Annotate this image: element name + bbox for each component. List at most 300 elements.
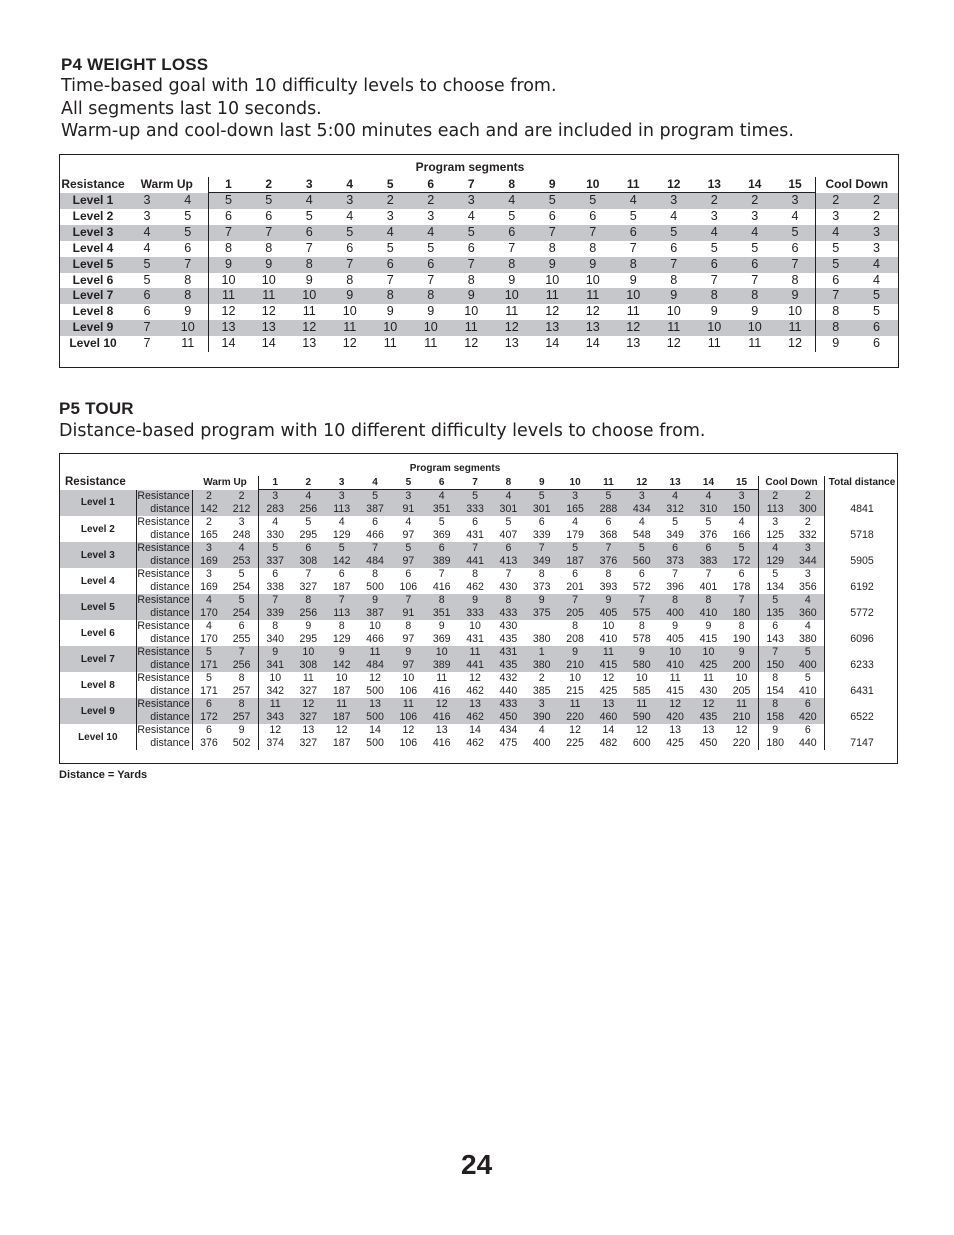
p5-cell: 190	[725, 633, 758, 646]
p5-cell: 12	[292, 698, 325, 711]
p5-segment-header: 14	[692, 476, 725, 490]
p5-cell: 433	[492, 698, 525, 711]
p5-cell: 4	[206, 620, 212, 632]
p5-resistance-row	[60, 594, 899, 607]
p5-cell: 387	[358, 607, 391, 620]
p5-cell: 327	[299, 737, 318, 749]
p4-cell: 4	[775, 209, 816, 225]
p5-cell: 10	[369, 620, 381, 632]
p5-cell: 11	[702, 672, 714, 684]
p5-cell: 340	[266, 633, 285, 645]
p5-cell: 572	[632, 581, 651, 593]
p5-cell: 410	[798, 685, 817, 697]
p5-cell: 3	[772, 516, 779, 528]
p4-segment-header: 1	[208, 177, 249, 193]
p4-cell: 5	[654, 225, 695, 241]
p4-cell: 3	[873, 240, 881, 255]
p5-cell: 254	[225, 581, 258, 594]
p5-total-distance: 6431	[825, 685, 899, 698]
p5-cell: 548	[632, 529, 651, 541]
p5-segment-header: 12	[625, 476, 658, 490]
p4-cell: 9	[249, 257, 290, 273]
p5-header-row	[60, 476, 899, 490]
p5-cell: 6	[225, 620, 258, 633]
p4-cell: 10	[261, 272, 276, 287]
p5-cell: 430	[699, 685, 718, 697]
p5-distance-row	[60, 503, 899, 516]
p4-cell: 7	[775, 257, 816, 273]
p4-cell: 4	[411, 225, 452, 241]
p4-cell: 8	[832, 304, 840, 319]
p5-cell: 11	[258, 698, 291, 711]
p4-cell: 13	[249, 320, 290, 336]
p4-cell: 9	[654, 288, 695, 304]
p5-cell: 8	[292, 594, 325, 607]
p5-cell: 420	[792, 711, 825, 724]
p5-cell: 11	[436, 672, 448, 684]
p4-cell: 6	[589, 208, 597, 223]
p5-cell: 253	[225, 555, 258, 568]
p5-cell: 254	[225, 607, 258, 620]
p5-total-blank	[825, 698, 899, 711]
p5-cell: 450	[699, 737, 718, 749]
p5-cell: 5	[758, 594, 791, 607]
p4-segment-header: 10	[573, 177, 614, 193]
p5-cell: 7	[672, 568, 679, 580]
p4-spacer	[898, 241, 914, 257]
p4-cell: 10	[289, 288, 330, 304]
p5-cell: 8	[425, 594, 458, 607]
p5-cell: 578	[632, 633, 651, 645]
p5-cell: 360	[792, 607, 825, 620]
p5-cell: 8	[405, 620, 412, 632]
p5-distance-row	[60, 633, 899, 646]
p5-total-distance: 6192	[825, 581, 899, 594]
p5-cell: 201	[566, 581, 584, 593]
p4-cell: 11	[383, 336, 397, 351]
p4-cell: 7	[710, 272, 718, 287]
p5-cell: 300	[792, 503, 825, 516]
p5-cell: 4	[272, 516, 279, 528]
p4-cell: 12	[775, 336, 816, 352]
p5-cell: 9	[672, 620, 679, 632]
p5-cell: 5	[792, 646, 825, 659]
p5-cell: 225	[566, 737, 584, 749]
p5-cell: 383	[692, 555, 725, 568]
p5-cell: 9	[525, 594, 558, 607]
p5-cell: 13	[435, 724, 448, 736]
p5-row-type-label: Resistance	[136, 646, 192, 659]
p4-cell: 11	[775, 320, 816, 336]
p5-cell: 466	[366, 633, 384, 645]
p5-cell: 430	[499, 581, 518, 593]
p5-cell: 4	[804, 620, 811, 632]
p5-cell: 401	[699, 581, 718, 593]
p5-table-frame	[59, 453, 898, 764]
p4-cell: 5	[816, 257, 856, 273]
p5-cell: 12	[692, 698, 725, 711]
p4-level-row	[60, 193, 914, 209]
p4-spacer	[898, 209, 914, 225]
p5-cell: 7	[725, 594, 758, 607]
p4-cell: 11	[573, 288, 614, 304]
p5-distance-row	[60, 659, 899, 672]
p4-cell: 7	[126, 320, 168, 336]
p5-cell: 7	[705, 568, 712, 580]
p5-distance-row	[60, 737, 899, 750]
p5-cell: 12	[425, 698, 458, 711]
p5-cell: 257	[225, 685, 258, 698]
p5-cell: 11	[302, 672, 314, 684]
p5-row-type-label: Resistance	[136, 516, 192, 529]
p5-cell: 441	[458, 659, 491, 672]
p5-cell: 283	[258, 503, 291, 516]
p5-cell: 5	[705, 516, 712, 528]
p5-total-distance: 6522	[825, 711, 899, 724]
p5-cell: 2	[206, 516, 212, 528]
p5-segment-header: 15	[725, 476, 758, 490]
p5-cell: 215	[566, 685, 584, 697]
p4-cell: 7	[654, 257, 695, 273]
p5-cell: 600	[632, 737, 651, 749]
p5-cell: 415	[699, 633, 718, 645]
p5-cell: 169	[200, 581, 218, 593]
p5-cell: 410	[658, 659, 691, 672]
p5-cell: 450	[492, 711, 525, 724]
p4-level-label: Level 8	[72, 304, 114, 319]
p5-cell: 97	[392, 659, 425, 672]
p5-level-label: Level 8	[80, 679, 115, 691]
p5-segment-header: 1	[258, 476, 291, 490]
p4-level-row	[60, 304, 914, 320]
p5-cell: 171	[200, 685, 218, 697]
p4-cell: 10	[666, 304, 681, 319]
p4-table-frame	[59, 154, 899, 368]
p4-cell: 9	[305, 272, 313, 287]
p5-cell: 187	[332, 737, 351, 749]
p4-cell: 7	[816, 288, 856, 304]
p5-cell: 113	[758, 503, 791, 516]
p5-cell: 3	[392, 490, 425, 504]
p5-cell: 8	[658, 594, 691, 607]
p5-cell: 9	[392, 646, 425, 659]
p5-cell: 4	[225, 542, 258, 555]
p4-cell: 4	[370, 225, 411, 241]
p5-cell: 416	[432, 737, 451, 749]
p5-cell: 431	[466, 529, 484, 541]
p4-cell: 5	[126, 257, 168, 273]
p5-cell: 327	[299, 685, 318, 697]
p5-cell: 410	[692, 607, 725, 620]
p5-cell: 389	[425, 555, 458, 568]
p5-cell: 9	[592, 594, 625, 607]
p4-spacer	[898, 257, 914, 273]
p5-cell: 9	[725, 646, 758, 659]
p5-cell: 178	[725, 581, 758, 594]
p5-cell: 5	[592, 490, 625, 504]
p5-cell: 220	[558, 711, 591, 724]
p4-level-label: Level 9	[60, 320, 126, 336]
p5-cell: 4	[658, 490, 691, 504]
p4-level-label: Level 1	[60, 193, 126, 209]
p4-cell: 9	[775, 288, 816, 304]
p4-cell: 5	[508, 208, 516, 223]
p5-cell: 484	[358, 659, 391, 672]
p5-cell: 6	[605, 516, 612, 528]
p5-cell: 440	[499, 685, 518, 697]
p5-cell: 9	[458, 594, 491, 607]
p5-cell: 308	[292, 555, 325, 568]
p5-cell: 8	[472, 568, 478, 580]
p4-cell: 7	[208, 225, 249, 241]
p5-cell: 560	[625, 555, 658, 568]
p5-cell: 462	[466, 581, 484, 593]
p4-cell: 5	[427, 240, 435, 255]
p5-cell: 13	[702, 724, 715, 736]
p5-total-distance: 5905	[825, 555, 899, 568]
p4-cell: 11	[330, 320, 371, 336]
p4-cell: 10	[492, 288, 533, 304]
p5-row-type-label: distance	[136, 607, 192, 620]
p4-cell: 5	[832, 240, 840, 255]
p5-cell: 9	[558, 646, 591, 659]
p5-cell: 172	[192, 711, 225, 724]
p4-cell: 6	[346, 240, 354, 255]
p5-cell: 5	[305, 516, 312, 528]
p5-segment-header: 2	[292, 476, 325, 490]
p5-segment-header: 7	[458, 476, 491, 490]
p4-cell: 11	[424, 336, 438, 351]
p4-spacer	[898, 304, 914, 320]
p4-cell: 10	[735, 320, 776, 336]
p5-cell: 129	[332, 633, 351, 645]
p4-cell: 2	[816, 193, 856, 209]
p4-segment-header: 12	[654, 177, 695, 193]
p4-cell: 3	[330, 193, 371, 209]
p4-header-row	[60, 177, 914, 193]
p5-cell: 462	[458, 711, 491, 724]
p5-cell: 295	[299, 633, 318, 645]
p4-cell: 7	[629, 240, 637, 255]
p5-total-distance: 5718	[825, 529, 899, 542]
p5-cell: 5	[358, 490, 391, 504]
p5-cell: 134	[766, 581, 785, 593]
p5-cell: 435	[492, 659, 525, 672]
p5-cell: 416	[425, 711, 458, 724]
p5-cell: 6	[572, 568, 579, 580]
p5-segment-header: 4	[358, 476, 391, 490]
p5-cell: 180	[766, 737, 785, 749]
p4-cell: 2	[735, 193, 776, 209]
p5-cell: 12	[658, 698, 691, 711]
p5-total-blank	[825, 568, 899, 581]
p5-cell: 6	[638, 568, 645, 580]
p5-cell: 8	[338, 620, 345, 632]
p4-cell: 8	[548, 240, 556, 255]
p5-cell: 210	[725, 711, 758, 724]
p5-cell: 97	[402, 633, 415, 645]
p5-cell: 11	[592, 646, 625, 659]
p4-cell: 5	[532, 193, 573, 209]
p4-level-label: Level 4	[72, 240, 114, 255]
p5-segment-header: 10	[558, 476, 591, 490]
p5-cell: 415	[666, 685, 684, 697]
p4-resistance-header: Resistance	[61, 177, 125, 192]
p5-cell: 308	[292, 659, 325, 672]
p4-cell: 8	[370, 288, 411, 304]
p5-cell: 4	[338, 516, 345, 528]
p5-total-distance: 4841	[825, 503, 899, 516]
p4-cell: 7	[532, 225, 573, 241]
p5-cell: 330	[266, 529, 285, 541]
p4-cell: 13	[302, 336, 317, 351]
p4-cell: 5	[386, 240, 394, 255]
p4-cell: 8	[775, 273, 816, 289]
p4-cell: 5	[573, 193, 614, 209]
p5-cell: 301	[525, 503, 558, 516]
p4-cell: 6	[467, 240, 475, 255]
p5-cell: 369	[432, 633, 451, 645]
p5-cell: 434	[625, 503, 658, 516]
p5-cell: 400	[532, 737, 551, 749]
p4-cell: 4	[694, 225, 735, 241]
p4-cell: 3	[143, 208, 151, 223]
p5-row-type-label: distance	[136, 529, 192, 542]
p4-spacer	[898, 273, 914, 289]
p5-cell: 433	[492, 607, 525, 620]
p4-level-label: Level 2	[72, 208, 114, 223]
p4-cell: 4	[873, 272, 881, 287]
p5-cell: 1	[525, 646, 558, 659]
p5-cell: 4	[692, 490, 725, 504]
p5-cell: 7	[558, 594, 591, 607]
p5-row-type-label: Resistance	[136, 490, 192, 504]
p5-cell: 2	[758, 490, 791, 504]
p4-resistance-table	[60, 177, 914, 352]
p4-cell: 3	[856, 225, 898, 241]
p4-cell: 4	[168, 193, 208, 209]
p5-cell: 575	[625, 607, 658, 620]
p5-cell: 6	[372, 516, 378, 528]
p4-cell: 5	[751, 240, 759, 255]
p4-level-row	[60, 257, 914, 273]
p5-cell: 208	[566, 633, 584, 645]
p5-cell: 3	[558, 490, 591, 504]
p5-cell: 7	[525, 542, 558, 555]
p5-row-type-label: Resistance	[136, 620, 192, 633]
p5-cell: 12	[725, 724, 758, 737]
p5-cell: 500	[358, 711, 391, 724]
p5-row-type-label: distance	[136, 633, 192, 646]
p4-level-row	[60, 320, 914, 336]
p5-cell: 187	[332, 581, 351, 593]
p5-cell: 435	[499, 633, 518, 645]
p5-cell: 2	[192, 490, 225, 504]
p5-cell: 11	[392, 698, 425, 711]
p5-row-type-label: distance	[136, 581, 192, 594]
p5-cell: 5	[505, 516, 512, 528]
p5-level-label: Level 10	[78, 731, 118, 743]
p5-cell: 332	[798, 529, 817, 541]
p5-level-label: Level 7	[60, 646, 136, 672]
p5-cell: 14	[369, 724, 381, 736]
p4-cell: 5	[451, 225, 492, 241]
p4-cell: 3	[427, 208, 435, 223]
p5-cell: 158	[758, 711, 791, 724]
p5-cell: 301	[492, 503, 525, 516]
p5-cell: 13	[302, 724, 315, 736]
p4-level-label: Level 7	[60, 288, 126, 304]
p5-title: P5 TOUR	[59, 399, 134, 418]
p5-cell: 8	[492, 594, 525, 607]
p4-cell: 9	[710, 304, 718, 319]
p4-cell: 3	[775, 193, 816, 209]
p5-cell: 441	[458, 555, 491, 568]
p4-cell: 5	[143, 272, 151, 287]
p4-cell: 3	[451, 193, 492, 209]
p5-cell: 4	[292, 490, 325, 504]
p5-cell: 113	[325, 503, 358, 516]
p5-cell: 13	[458, 698, 491, 711]
p5-cell: 393	[599, 581, 618, 593]
p4-cell: 6	[208, 209, 249, 225]
p5-cell: 113	[325, 607, 358, 620]
p5-total-blank	[825, 724, 899, 737]
p5-cell: 434	[499, 724, 518, 736]
p5-cell: 368	[599, 529, 618, 541]
p5-cell: 129	[758, 555, 791, 568]
p5-cell: 4	[758, 542, 791, 555]
p4-cell: 6	[856, 320, 898, 336]
p4-cell: 11	[451, 320, 492, 336]
p5-cell: 5	[458, 490, 491, 504]
p4-cell: 9	[386, 304, 394, 319]
p4-level-label: Level 6	[72, 272, 114, 287]
p4-cell: 8	[492, 257, 533, 273]
p5-cell: 416	[432, 581, 451, 593]
p5-cell: 135	[758, 607, 791, 620]
p4-cell: 11	[249, 288, 290, 304]
p4-cell: 13	[504, 336, 519, 351]
p5-cell: 125	[766, 529, 785, 541]
p5-total-blank	[825, 594, 899, 607]
p4-cell: 12	[208, 304, 249, 320]
p5-cell: 387	[358, 503, 391, 516]
p5-cell: 12	[469, 672, 481, 684]
p4-cell: 7	[305, 240, 313, 255]
p5-cell: 8	[605, 568, 612, 580]
p4-cell: 6	[548, 208, 556, 223]
p5-cell: 389	[425, 659, 458, 672]
p4-cell: 9	[427, 304, 435, 319]
p5-resistance-row	[60, 724, 899, 737]
p5-cell: 430	[499, 620, 518, 632]
p5-cell: 10	[292, 646, 325, 659]
p5-cell: 460	[592, 711, 625, 724]
p5-cell: 129	[332, 529, 351, 541]
p5-cell: 11	[558, 698, 591, 711]
p5-cell: 12	[369, 672, 381, 684]
p5-level-label: Level 9	[60, 698, 136, 724]
p4-cell: 8	[168, 288, 208, 304]
p5-segment-header: 5	[392, 476, 425, 490]
p4-level-row	[60, 209, 914, 225]
p4-cell: 3	[710, 208, 718, 223]
p5-cell: 9	[258, 646, 291, 659]
p5-cell: 5	[772, 568, 779, 580]
p5-cell: 11	[458, 646, 491, 659]
p5-cell: 210	[558, 659, 591, 672]
